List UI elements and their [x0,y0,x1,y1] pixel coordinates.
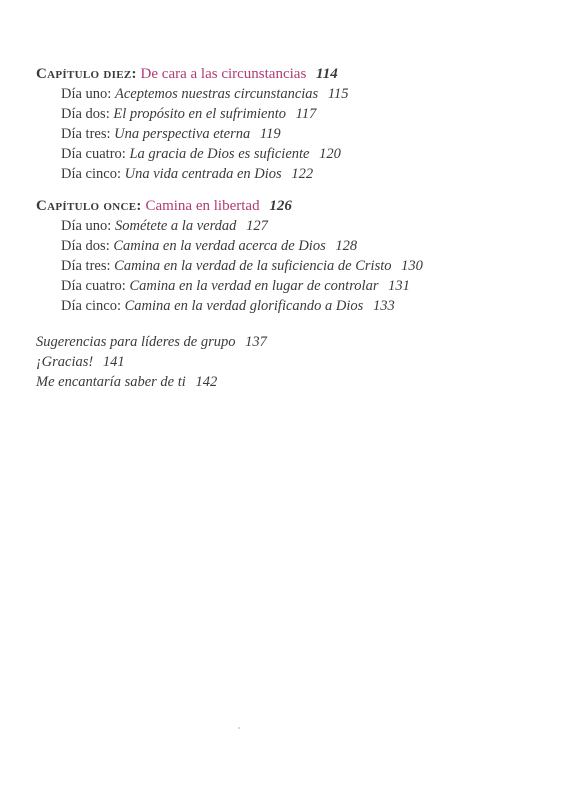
day-label: Día tres: [61,258,111,274]
chapter-heading [36,196,292,216]
chapter-page-number: 114 [316,66,338,82]
day-entry [61,256,423,276]
day-entry [61,216,268,236]
day-page-number: 120 [319,146,341,162]
day-entry [61,104,316,124]
scan-speck [238,727,240,729]
chapter-heading [36,64,338,84]
day-page-number: 119 [259,126,281,142]
day-entry [61,276,410,296]
day-entry [61,144,341,164]
chapter-title: De cara a las circunstancias [140,66,307,82]
day-label: Día cuatro: [61,146,126,162]
day-title: Sométete a la verdad [114,218,237,234]
day-page-number: 122 [291,166,314,182]
day-title: La gracia de Dios es suficiente [129,146,310,162]
day-label: Día cuatro: [61,278,126,294]
entry-page-number: 142 [195,374,218,390]
entry-page-number: 137 [245,334,267,350]
day-label: Día uno: [61,86,112,102]
day-page-number: 128 [335,238,358,254]
entry-page-number: 141 [102,354,125,370]
day-entry [61,84,349,104]
chapter-label: Capítulo once: [36,198,142,214]
day-page-number: 115 [327,86,349,102]
day-label: Día uno: [61,218,112,234]
day-page-number: 133 [372,298,395,314]
day-label: Día cinco: [61,298,121,314]
entry-title: ¡Gracias! [36,354,94,370]
day-page-number: 127 [246,218,268,234]
chapter-label: Capítulo diez: [36,66,137,82]
day-page-number: 130 [401,258,423,274]
day-page-number: 117 [295,106,317,122]
day-label: Día tres: [61,126,111,142]
day-title: El propósito en el sufrimiento [113,106,287,122]
day-title: Una perspectiva eterna [114,126,251,142]
chapter-page-number: 126 [269,198,292,214]
day-title: Camina en la verdad acerca de Dios [113,238,326,254]
back-matter-entry [36,352,125,372]
day-label: Día cinco: [61,166,121,182]
day-title: Camina en la verdad glorificando a Dios [124,298,364,314]
day-title: Camina en la verdad en lugar de controlar [129,278,379,294]
day-title: Una vida centrada en Dios [124,166,282,182]
chapter-title: Camina en libertad [145,198,260,214]
back-matter-entry [36,372,217,392]
day-label: Día dos: [61,238,110,254]
day-page-number: 131 [388,278,410,294]
entry-title: Me encantaría saber de ti [36,374,186,390]
day-entry [61,236,357,256]
entry-title: Sugerencias para líderes de grupo [36,334,236,350]
day-entry [61,164,313,184]
day-entry [61,296,395,316]
day-title: Aceptemos nuestras circunstancias [114,86,319,102]
day-title: Camina en la verdad de la suficiencia de Cristo [114,258,392,274]
back-matter-entry [36,332,267,352]
day-entry [61,124,281,144]
day-label: Día dos: [61,106,110,122]
